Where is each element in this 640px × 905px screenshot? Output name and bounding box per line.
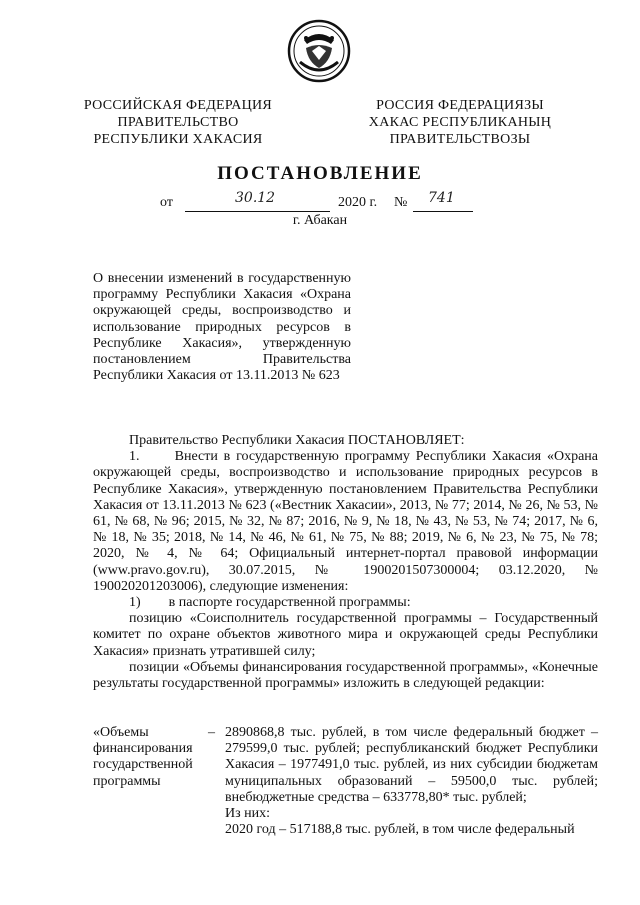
header-left-line: РЕСПУБЛИКИ ХАКАСИЯ xyxy=(93,132,263,147)
table-right-main: 2890868,8 тыс. рублей, в том числе федеральный бюджет – 279599,0 тыс. рублей; республиканский бюджет Республики Хакасия – 1977491,0 тыс. рублей, из них субсидии бюджетам муниципальных образований – 59500,0 тыс. рублей; внебюджетные средства – 633778,80* тыс. рублей; xyxy=(225,725,598,805)
table-right-cell xyxy=(225,725,598,838)
table-left-cell: «Объемы финансирования государственной программы xyxy=(93,725,193,789)
document-body xyxy=(93,433,598,692)
subitem-1-paragraph xyxy=(93,595,598,611)
paragraph-b: позиции «Объемы финансирования государственной программы», «Конечные результаты государственной программы» изложить в следующей редакции: xyxy=(93,659,598,692)
header-left-block xyxy=(78,97,278,148)
subitem-1-text: в паспорте государственной программы: xyxy=(168,595,411,611)
item-1-text: Внести в государственную программу Республики Хакасия «Охрана окружающей среды, воспроизводство и использование природных ресурсов в Республике Хакасия», утвержденную постановлением Правительства Республики Хакасия от 13.11.2013 № 623 («Вестник Хакасии», 2013, № 77; 2014, № 26, № 53, № 61, № 68, № 96; 2015, № 32, № 87; 2016, № 9, № 18, № 43, № 53, № 74; 2017, № 6, № 18, № 35; 2018, № 14, № 46, № 61, № 75, № 88; 2019, № 6, № 23, № 75, № 78; 2020, № 4, № 64; Официальный интернет-портал правовой информации (www.pravo.gov.ru), 30.07.2015, № 1900201507300004; 03.12.2020, № 190020201203006), следующие изменения: xyxy=(93,449,598,594)
table-dash: – xyxy=(208,725,215,740)
header-right-block xyxy=(360,97,560,148)
header-right-line: ПРАВИТЕЛЬСТВОЗЫ xyxy=(389,132,531,147)
coat-of-arms-emblem xyxy=(286,18,352,84)
year-label: 2020 г. xyxy=(338,195,378,210)
header-right-line: ХАКАС РЕСПУБЛИКАНЫҢ xyxy=(368,115,552,130)
item-1-paragraph xyxy=(93,449,598,595)
city-label: г. Абакан xyxy=(292,213,348,228)
header-left-line: ПРАВИТЕЛЬСТВО xyxy=(117,115,239,130)
table-right-2020: 2020 год – 517188,8 тыс. рублей, в том числе федеральный xyxy=(225,822,575,838)
item-1-number: 1. xyxy=(129,449,140,465)
number-label: № xyxy=(394,195,408,210)
header-left-line: РОССИЙСКАЯ ФЕДЕРАЦИЯ xyxy=(83,98,273,113)
document-title: ПОСТАНОВЛЕНИЕ xyxy=(217,163,423,184)
date-prefix: от xyxy=(160,195,173,210)
paragraph-a: позицию «Соисполнитель государственной программы – Государственный комитет по охране объектов животного мира и окружающей среды Республики Хакасия» признать утратившей силу; xyxy=(93,611,598,659)
number-handwritten: 741 xyxy=(428,190,455,206)
date-handwritten: 30.12 xyxy=(235,190,276,206)
table-right-from: Из них: xyxy=(225,806,271,822)
subitem-1-number: 1) xyxy=(129,595,141,611)
document-subject: О внесении изменений в государственную программу Республики Хакасия «Охрана окружающей среды, воспроизводство и использование природных ресурсов в Республике Хакасия», утвержденную постановлением Правительства Республики Хакасия от 13.11.2013 № 623 xyxy=(93,271,351,384)
resolves-paragraph: Правительство Республики Хакасия ПОСТАНОВЛЯЕТ: xyxy=(129,433,465,448)
header-right-line: РОССИЯ ФЕДЕРАЦИЯЗЫ xyxy=(376,98,544,113)
